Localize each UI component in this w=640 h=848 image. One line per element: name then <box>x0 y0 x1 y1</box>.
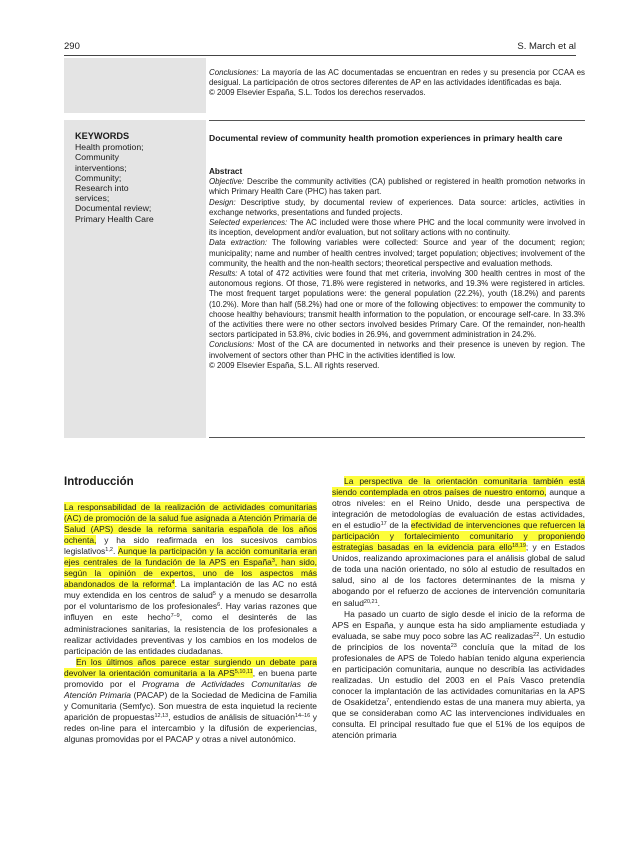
text-run: de la <box>386 520 411 531</box>
results-text: A total of 472 activities were found that met criteria, involving 300 health centres in most of the autonomous regions. Of those, 71.8% were registered in networks, and 19.3% were registered in articles. The most frequent target populations were: the general population (22.2%), youth (18.2%) and parents (10.2%). More than half (58.2%) had one or more of the following objectives: to empower the community to choose healthy behaviours; transmit health information to the population, or encourage self-care. In 33.3% of the activities there were no other sectors involved besides Primary Care. Of the remainder, non-health sectors participated in 53.8%, civic bodies in 26.9%, and government administration in 24.2%. <box>209 269 585 340</box>
text-run: . La implantación de las AC no está muy extendida en los centros de salud <box>64 579 317 601</box>
citation: 3 <box>271 558 275 565</box>
header-rule <box>64 55 576 56</box>
page-number: 290 <box>64 41 80 52</box>
objective-text: Describe the community activities (CA) published or registered in health promotion networks in which Primary Health Care (PHC) has taken part. <box>209 177 585 197</box>
abstract-english <box>209 167 585 371</box>
text-run: . <box>112 546 118 557</box>
highlight: La responsabilidad de la realización de actividades comunitarias (AC) de promoción de la salud fue asignada a Atención Primaria de Salud (APS) desde la reforma sanitaria española de los años ochenta, <box>64 502 317 546</box>
es-copyright: © 2009 Elsevier España, S.L. Todos los derechos reservados. <box>209 88 426 98</box>
text-run: . <box>377 597 381 608</box>
text-run: efectividad de intervenciones que refuercen la participación y fortalecimiento comunitario y proponiendo estrategias basadas en la evidencia para ello <box>332 520 585 553</box>
abstract-spanish-end <box>209 68 585 99</box>
keyword-item: Community; <box>75 172 122 183</box>
sidebar-panel-top <box>64 58 206 113</box>
citation: 4 <box>171 580 175 587</box>
body-column-right <box>332 476 585 741</box>
keyword-item: interventions; <box>75 162 127 173</box>
citation: 5,10,11 <box>234 668 253 675</box>
citation: 14–16 <box>294 712 311 719</box>
abstract-heading: Abstract <box>209 167 243 176</box>
text-run: (PACAP) de la Sociedad de Medicina de Familia y Comunitaria (Semfyc). Son muestra de esta inquietud la reciente aparición de propuestas <box>64 689 318 722</box>
keyword-item: Health promotion; <box>75 142 144 153</box>
text-run: , en buena parte promovido por el <box>64 667 317 689</box>
keyword-item: Primary Health Care <box>75 213 154 224</box>
citation: 6 <box>217 602 221 609</box>
text-run: y ha sido reafirmada en los sucesivos cambios legislativos <box>64 535 317 557</box>
text-run: Ha pasado un cuarto de siglo desde el inicio de la reforma de APS en España, y aunque esta ha sido ampliamente estudiada y evaluada, se sabe muy poco sobre las AC realizadas <box>332 608 585 641</box>
body-column-left <box>64 502 317 745</box>
keywords-title: KEYWORDS <box>75 131 130 141</box>
paragraph <box>64 502 317 657</box>
citation: 1,2 <box>105 547 113 554</box>
text-run: , estudios de análisis de situación <box>168 711 295 722</box>
text-run: y redes on-line para el intercambio y la difusión de experiencias, algunas promovidas por el PACAP y otras a nivel autonómico. <box>64 711 317 744</box>
selected-label: Selected experiences: <box>209 218 288 228</box>
design-text: Descriptive study, by documental review of experiences. Data source: articles, activities in exchange networks, presentations and funded projects. <box>209 197 585 217</box>
citation: 18,19 <box>512 543 526 550</box>
text-run: y a menudo se desarrolla por el voluntarismo de los profesionales <box>64 590 317 612</box>
keywords-box <box>75 131 200 224</box>
extraction-text: The following variables were collected: Source and year of the document; region; municipality; name and number of health centres involved; target population; objectives; involvement of the community, the health and the non-health sectors; theoretical perspective and evaluation methods. <box>209 238 585 268</box>
conclusions-text: Most of the CA are documented in networks and their presence is uneven by region. The involvement of sectors other than PHC in the activities identified is low. <box>209 340 585 360</box>
text-run: En los últimos años parece estar surgiendo un debate para devolver la orientación comunitaria a la APS <box>64 656 317 678</box>
citation: 7 <box>386 697 390 704</box>
keyword-item: Research into <box>75 183 129 194</box>
section-title: Introducción <box>64 476 134 488</box>
text-run: , entendiendo estas de una manera muy abierta, ya que se consideraban como AC las intervenciones individuales en consulta. El principal resultado fue que el 51% de los equipos de atención primaria <box>332 696 586 741</box>
abstract-bottom-rule <box>209 437 585 438</box>
paragraph <box>332 476 585 609</box>
citation: 5 <box>212 591 216 598</box>
program-name: Programa de Actividades Comunitarias de Atención Primaria <box>64 678 317 700</box>
text-run: Aunque la participación y la acción comunitaria eran ejes centrales de la fundación de la APS en España <box>64 546 317 568</box>
citation: 22 <box>533 631 540 638</box>
paragraph <box>332 609 585 742</box>
text-run: . Un estudio de principios de los noventa <box>332 630 585 652</box>
abstract-divider <box>209 120 585 121</box>
design-label: Design: <box>209 197 236 207</box>
extraction-label: Data extraction: <box>209 238 268 248</box>
running-header-authors: S. March et al <box>517 41 576 52</box>
citation: 12,13 <box>154 712 169 719</box>
keyword-item: Documental review; <box>75 203 152 214</box>
conclusions-label: Conclusions: <box>209 340 255 350</box>
highlight: La perspectiva de la orientación comunitaria también está siendo contemplada en otros países de nuestro entorno, <box>332 476 585 498</box>
selected-text: The AC included were those where PHC and the local community were involved in its inception, development and/or evaluation, but not solitary actions with no continuity. <box>209 218 586 238</box>
text-run: aunque a otros niveles: en el Reino Unido, desde una perspectiva de integración de metodologías de evaluación de estas actividades, en el estudio <box>332 487 585 531</box>
text-run: , han sido, según la opinión de expertos, uno de los aspectos más abandonados de la reforma <box>64 557 317 590</box>
citation: 20,21 <box>363 598 378 605</box>
es-conclusions-label: Conclusiones: <box>209 68 259 77</box>
en-copyright: © 2009 Elsevier España, S.L. All rights reserved. <box>209 360 380 370</box>
citation: 17 <box>380 521 387 528</box>
results-label: Results: <box>209 269 238 279</box>
citation: 7–9 <box>170 613 180 620</box>
es-conclusions-text: La mayoría de las AC documentadas se encuentran en redes y su presencia por CCAA es desigual. La participación de otros sectores diferentes de AP en las actividades identificadas es baja. <box>209 68 585 88</box>
objective-label: Objective: <box>209 177 245 187</box>
text-run: . Hay varias razones que influyen en este hecho <box>64 601 317 623</box>
keyword-item: services; <box>75 193 110 204</box>
paragraph <box>64 657 317 745</box>
text-run: ; y en Estados Unidos, realizando aproximaciones para el análisis global de salud de toda una nación orientado, no sólo al estudio de resultados en salud, sino al de los factores determinantes de la misma y abogando por el refuerzo de acciones de intervención comunitaria en salud <box>332 542 585 608</box>
keyword-item: Community <box>75 152 119 163</box>
text-run: concluía que la mitad de los profesionales de APS de Toledo habían tenido alguna experiencia en participación comunitaria, aunque no describía las actividades realizadas. Un estudio del 2003 en el País Vasco pretendía conocer la implantación de las actividades comunitarias en la APS de Osakidetza <box>332 641 585 707</box>
english-title: Documental review of community health promotion experiences in primary health care <box>209 133 563 143</box>
citation: 23 <box>450 642 457 649</box>
text-run: , como el desinterés de las administraciones sanitarias, la resistencia de los profesionales a realizar actividades preventivas y los cambios en los modelos de participación de las entidades ciudadanas. <box>64 612 317 656</box>
